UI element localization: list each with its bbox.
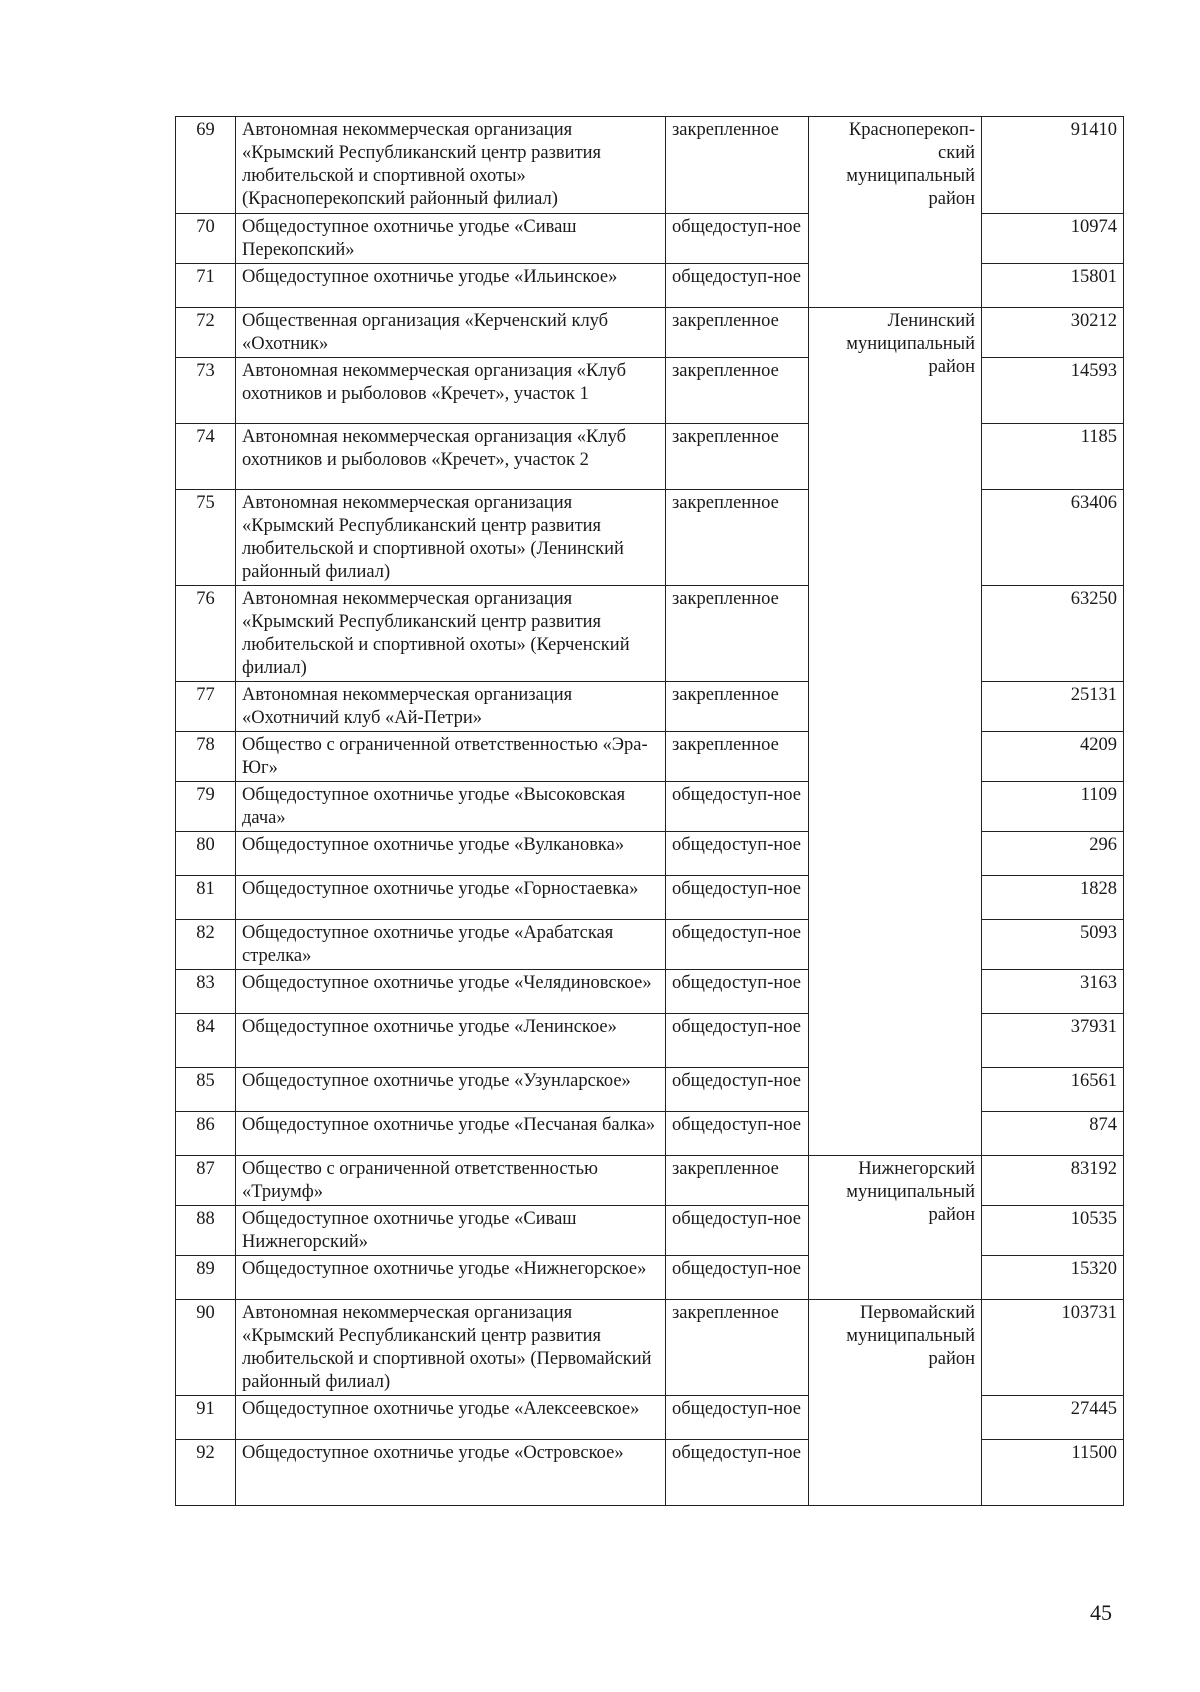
area-value: 16561 bbox=[982, 1068, 1124, 1112]
ground-type: закрепленное bbox=[666, 424, 809, 490]
row-number: 70 bbox=[176, 214, 236, 264]
ground-type: закрепленное bbox=[666, 1156, 809, 1206]
row-number: 82 bbox=[176, 920, 236, 970]
table-row bbox=[176, 1206, 1124, 1256]
organization-name: Общедоступное охотничье угодье «Узунларское» bbox=[236, 1068, 666, 1112]
area-value: 27445 bbox=[982, 1396, 1124, 1440]
organization-name: Автономная некоммерческая организация «Клуб охотников и рыболовов «Кречет», участок 2 bbox=[236, 424, 666, 490]
organization-name: Общедоступное охотничье угодье «Сиваш Перекопский» bbox=[236, 214, 666, 264]
ground-type: общедоступ-ное bbox=[666, 876, 809, 920]
organization-name: Общедоступное охотничье угодье «Алексеевское» bbox=[236, 1396, 666, 1440]
table-row bbox=[176, 1300, 1124, 1396]
area-value: 103731 bbox=[982, 1300, 1124, 1396]
table-row bbox=[176, 117, 1124, 214]
ground-type: закрепленное bbox=[666, 1300, 809, 1396]
ground-type: общедоступ-ное bbox=[666, 782, 809, 832]
table-row bbox=[176, 832, 1124, 876]
organization-name: Общедоступное охотничье угодье «Сиваш Нижнегорский» bbox=[236, 1206, 666, 1256]
table-row bbox=[176, 586, 1124, 682]
area-value: 4209 bbox=[982, 732, 1124, 782]
area-value: 3163 bbox=[982, 970, 1124, 1014]
organization-name: Общество с ограниченной ответственностью «Эра-Юг» bbox=[236, 732, 666, 782]
table-row bbox=[176, 732, 1124, 782]
ground-type: общедоступ-ное bbox=[666, 920, 809, 970]
ground-type: закрепленное bbox=[666, 682, 809, 732]
ground-type: общедоступ-ное bbox=[666, 1396, 809, 1440]
ground-type: общедоступ-ное bbox=[666, 1206, 809, 1256]
organization-name: Общедоступное охотничье угодье «Островское» bbox=[236, 1440, 666, 1506]
organization-name: Общедоступное охотничье угодье «Горностаевка» bbox=[236, 876, 666, 920]
district-name: Нижнегорский муниципальный район bbox=[809, 1156, 982, 1300]
table-row bbox=[176, 264, 1124, 308]
area-value: 63406 bbox=[982, 490, 1124, 586]
table-row bbox=[176, 308, 1124, 358]
district-name: Красноперекоп-ский муниципальный район bbox=[809, 117, 982, 308]
table-row bbox=[176, 1112, 1124, 1156]
table-row bbox=[176, 970, 1124, 1014]
ground-type: общедоступ-ное bbox=[666, 832, 809, 876]
area-value: 25131 bbox=[982, 682, 1124, 732]
area-value: 5093 bbox=[982, 920, 1124, 970]
row-number: 86 bbox=[176, 1112, 236, 1156]
area-value: 37931 bbox=[982, 1014, 1124, 1068]
row-number: 91 bbox=[176, 1396, 236, 1440]
organization-name: Общедоступное охотничье угодье «Вулкановка» bbox=[236, 832, 666, 876]
ground-type: закрепленное bbox=[666, 358, 809, 424]
ground-type: закрепленное bbox=[666, 732, 809, 782]
ground-type: общедоступ-ное bbox=[666, 214, 809, 264]
table-row bbox=[176, 490, 1124, 586]
organization-name: Общедоступное охотничье угодье «Песчаная балка» bbox=[236, 1112, 666, 1156]
table-row bbox=[176, 358, 1124, 424]
row-number: 87 bbox=[176, 1156, 236, 1206]
row-number: 69 bbox=[176, 117, 236, 214]
row-number: 89 bbox=[176, 1256, 236, 1300]
table-row bbox=[176, 1068, 1124, 1112]
row-number: 71 bbox=[176, 264, 236, 308]
ground-type: общедоступ-ное bbox=[666, 264, 809, 308]
area-value: 83192 bbox=[982, 1156, 1124, 1206]
area-value: 1828 bbox=[982, 876, 1124, 920]
organization-name: Общедоступное охотничье угодье «Ильинское» bbox=[236, 264, 666, 308]
table-row bbox=[176, 782, 1124, 832]
organization-name: Общедоступное охотничье угодье «Ленинское» bbox=[236, 1014, 666, 1068]
row-number: 81 bbox=[176, 876, 236, 920]
area-value: 63250 bbox=[982, 586, 1124, 682]
district-name: Ленинский муниципальный район bbox=[809, 308, 982, 1156]
row-number: 80 bbox=[176, 832, 236, 876]
row-number: 72 bbox=[176, 308, 236, 358]
row-number: 83 bbox=[176, 970, 236, 1014]
organization-name: Автономная некоммерческая организация «Крымский Республиканский центр развития любительской и спортивной охоты» (Керченский филиал) bbox=[236, 586, 666, 682]
row-number: 85 bbox=[176, 1068, 236, 1112]
area-value: 14593 bbox=[982, 358, 1124, 424]
ground-type: общедоступ-ное bbox=[666, 1014, 809, 1068]
row-number: 77 bbox=[176, 682, 236, 732]
table-row bbox=[176, 682, 1124, 732]
row-number: 79 bbox=[176, 782, 236, 832]
ground-type: общедоступ-ное bbox=[666, 1068, 809, 1112]
ground-type: закрепленное bbox=[666, 117, 809, 214]
row-number: 84 bbox=[176, 1014, 236, 1068]
organization-name: Общедоступное охотничье угодье «Арабатская стрелка» bbox=[236, 920, 666, 970]
organization-name: Общественная организация «Керченский клуб «Охотник» bbox=[236, 308, 666, 358]
row-number: 76 bbox=[176, 586, 236, 682]
ground-type: закрепленное bbox=[666, 308, 809, 358]
area-value: 296 bbox=[982, 832, 1124, 876]
table-row bbox=[176, 1440, 1124, 1506]
ground-type: общедоступ-ное bbox=[666, 970, 809, 1014]
organization-name: Автономная некоммерческая организация «Крымский Республиканский центр развития любительской и спортивной охоты» (Ленинский районный филиал) bbox=[236, 490, 666, 586]
table-row bbox=[176, 424, 1124, 490]
hunting-grounds-table bbox=[175, 116, 1124, 1506]
table-row bbox=[176, 1156, 1124, 1206]
organization-name: Общество с ограниченной ответственностью «Триумф» bbox=[236, 1156, 666, 1206]
area-value: 874 bbox=[982, 1112, 1124, 1156]
area-value: 15801 bbox=[982, 264, 1124, 308]
area-value: 30212 bbox=[982, 308, 1124, 358]
area-value: 10974 bbox=[982, 214, 1124, 264]
area-value: 15320 bbox=[982, 1256, 1124, 1300]
area-value: 91410 bbox=[982, 117, 1124, 214]
page-number: 45 bbox=[1090, 1600, 1112, 1625]
row-number: 88 bbox=[176, 1206, 236, 1256]
row-number: 74 bbox=[176, 424, 236, 490]
organization-name: Общедоступное охотничье угодье «Нижнегорское» bbox=[236, 1256, 666, 1300]
ground-type: общедоступ-ное bbox=[666, 1440, 809, 1506]
ground-type: общедоступ-ное bbox=[666, 1112, 809, 1156]
ground-type: закрепленное bbox=[666, 586, 809, 682]
organization-name: Общедоступное охотничье угодье «Высоковская дача» bbox=[236, 782, 666, 832]
area-value: 1185 bbox=[982, 424, 1124, 490]
organization-name: Автономная некоммерческая организация «Охотничий клуб «Ай-Петри» bbox=[236, 682, 666, 732]
organization-name: Автономная некоммерческая организация «Крымский Республиканский центр развития любительской и спортивной охоты» (Красноперекопский районный филиал) bbox=[236, 117, 666, 214]
area-value: 11500 bbox=[982, 1440, 1124, 1506]
ground-type: общедоступ-ное bbox=[666, 1256, 809, 1300]
table-row bbox=[176, 920, 1124, 970]
table-row bbox=[176, 1256, 1124, 1300]
row-number: 73 bbox=[176, 358, 236, 424]
table-row bbox=[176, 1396, 1124, 1440]
table-row bbox=[176, 876, 1124, 920]
area-value: 1109 bbox=[982, 782, 1124, 832]
row-number: 90 bbox=[176, 1300, 236, 1396]
district-name: Первомайский муниципальный район bbox=[809, 1300, 982, 1506]
organization-name: Автономная некоммерческая организация «Клуб охотников и рыболовов «Кречет», участок 1 bbox=[236, 358, 666, 424]
area-value: 10535 bbox=[982, 1206, 1124, 1256]
row-number: 92 bbox=[176, 1440, 236, 1506]
organization-name: Общедоступное охотничье угодье «Челядиновское» bbox=[236, 970, 666, 1014]
table-row bbox=[176, 1014, 1124, 1068]
organization-name: Автономная некоммерческая организация «Крымский Республиканский центр развития любительской и спортивной охоты» (Первомайский районный филиал) bbox=[236, 1300, 666, 1396]
ground-type: закрепленное bbox=[666, 490, 809, 586]
row-number: 78 bbox=[176, 732, 236, 782]
row-number: 75 bbox=[176, 490, 236, 586]
table-row bbox=[176, 214, 1124, 264]
